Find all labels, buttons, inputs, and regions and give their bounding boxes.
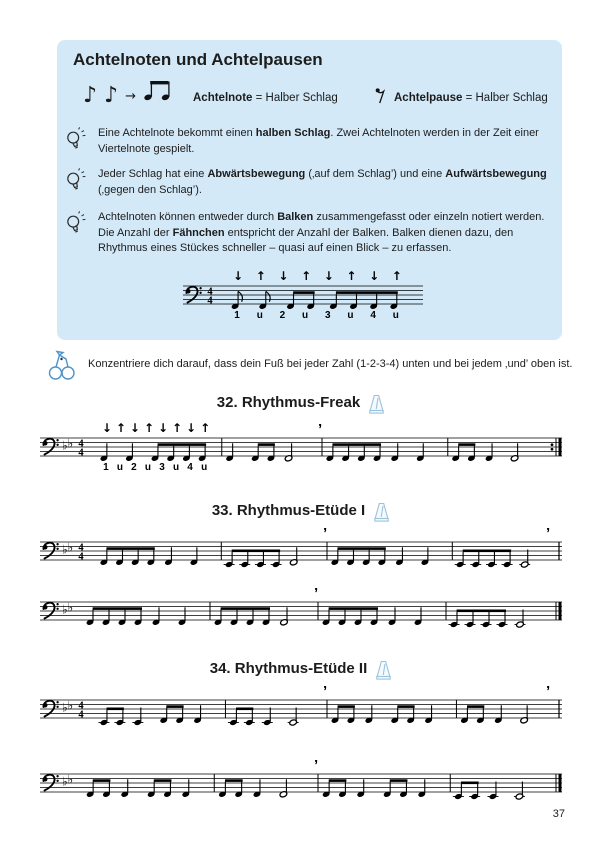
svg-text:’: ’ xyxy=(318,421,323,438)
svg-text:1: 1 xyxy=(234,310,240,321)
svg-text:’: ’ xyxy=(314,588,319,602)
svg-text:4: 4 xyxy=(207,286,213,298)
svg-text:↑: ↑ xyxy=(172,421,183,435)
svg-text:♭: ♭ xyxy=(67,436,74,451)
svg-text:♭: ♭ xyxy=(67,540,74,555)
svg-text:↓: ↓ xyxy=(157,421,169,435)
svg-text:4: 4 xyxy=(78,438,84,450)
exercise-34-title: 34. Rhythmus-Etüde II xyxy=(209,660,368,677)
svg-text:1: 1 xyxy=(103,462,109,473)
svg-text:4: 4 xyxy=(78,709,84,721)
exercise-33-title: 33. Rhythmus-Etüde I xyxy=(211,502,366,519)
eighth-note-icon: ♪ xyxy=(83,83,98,108)
page-title: Achtelnoten und Achtelpausen xyxy=(73,50,323,69)
svg-text:3: 3 xyxy=(324,310,331,321)
staff-exercise-34-line-1 xyxy=(40,686,562,737)
metronome-icon xyxy=(375,660,392,685)
svg-text:u: u xyxy=(256,310,263,321)
achtelpause-eq: = Halber Schlag xyxy=(462,92,548,104)
achtelpause-legend xyxy=(394,92,548,104)
svg-text:4: 4 xyxy=(187,462,193,473)
svg-text:4: 4 xyxy=(78,542,84,554)
svg-text:4: 4 xyxy=(207,295,213,307)
svg-text:4: 4 xyxy=(78,447,84,459)
lightbulb-icon xyxy=(62,126,88,157)
svg-text:u: u xyxy=(116,462,123,473)
svg-text:♭: ♭ xyxy=(67,772,74,787)
svg-text:3: 3 xyxy=(159,462,165,473)
tip-text: Jeder Schlag hat eine Abwärtsbewegung (‚auf dem Schlag’) und eine Aufwärtsbewegung (‚gegen den Schlag’). xyxy=(98,168,547,196)
svg-text:↑: ↑ xyxy=(115,421,126,435)
svg-text:↑: ↑ xyxy=(143,421,155,435)
eighth-rest-icon xyxy=(375,86,386,110)
svg-text:↓: ↓ xyxy=(369,269,380,283)
svg-text:u: u xyxy=(302,310,309,321)
svg-text:’: ’ xyxy=(546,686,551,700)
focus-note xyxy=(46,348,588,387)
svg-text:u: u xyxy=(172,462,180,473)
svg-text:↓: ↓ xyxy=(129,421,140,435)
svg-text:♭: ♭ xyxy=(62,774,68,789)
svg-text:u: u xyxy=(201,462,208,473)
svg-text:4: 4 xyxy=(78,700,84,712)
svg-text:↓: ↓ xyxy=(323,269,334,283)
arrow-right-icon: → xyxy=(125,89,136,104)
lightbulb-icon xyxy=(62,210,88,257)
achtelnote-eq: = Halber Schlag xyxy=(252,92,338,104)
svg-text:↓: ↓ xyxy=(186,421,197,435)
svg-text:’: ’ xyxy=(314,760,319,774)
svg-text:’: ’ xyxy=(546,528,551,542)
svg-text:♭: ♭ xyxy=(62,438,68,453)
svg-text:↓: ↓ xyxy=(233,269,244,283)
achtelnote-legend xyxy=(193,92,338,104)
exercise-33-header xyxy=(40,502,562,527)
svg-text:2: 2 xyxy=(131,462,137,473)
svg-text:↓: ↓ xyxy=(101,421,112,435)
svg-text:↑: ↑ xyxy=(391,269,402,283)
tip-text: Achtelnoten können entweder durch Balken zusammengefasst oder einzeln notiert werden. Die Anzahl der Fähnchen entspricht der Anzahl der Balken. Balken dienen dazu, den Rhythmus eines Stückes schneller – quasi auf einen Blick – zu erfassen. xyxy=(98,211,545,255)
tip-row xyxy=(62,167,556,198)
tip-text: Eine Achtelnote bekommt einen halben Schlag. Zwei Achtelnoten werden in der Zeit einer Viertelnote gespielt. xyxy=(98,127,539,155)
svg-text:♭: ♭ xyxy=(67,600,74,615)
metronome-icon xyxy=(373,502,390,527)
eighth-note-glyphs xyxy=(83,80,171,107)
focus-text: Konzentriere dich darauf, dass dein Fuß bei jeder Zahl (1-2-3-4) unten und bei jedem ‚und’ oben ist. xyxy=(88,358,573,370)
svg-text:u: u xyxy=(392,310,399,321)
staff-exercise-33-line-2 xyxy=(40,588,562,639)
svg-text:4: 4 xyxy=(370,310,376,321)
tip-row xyxy=(62,126,556,157)
svg-text:’: ’ xyxy=(323,528,328,542)
svg-text:♭: ♭ xyxy=(62,542,68,557)
beamed-eighths-icon xyxy=(143,80,171,107)
example-staff xyxy=(183,260,423,335)
achtelnote-term: Achtelnote xyxy=(193,92,253,104)
svg-text:2: 2 xyxy=(279,310,286,321)
svg-text:♭: ♭ xyxy=(62,700,68,715)
page-number: 37 xyxy=(552,808,565,820)
svg-text:↑: ↑ xyxy=(301,269,312,283)
tip-row xyxy=(62,210,556,257)
lightbulb-icon xyxy=(62,167,88,198)
svg-text:↓: ↓ xyxy=(278,269,289,283)
focus-icon xyxy=(46,348,78,387)
svg-text:u: u xyxy=(347,310,354,321)
svg-text:4: 4 xyxy=(78,551,84,563)
intro-box xyxy=(57,40,562,340)
svg-text:↑: ↑ xyxy=(346,269,357,283)
svg-text:↑: ↑ xyxy=(200,421,211,435)
staff-exercise-33-line-1 xyxy=(40,528,562,579)
eighth-note-icon: ♪ xyxy=(104,83,119,108)
svg-text:♭: ♭ xyxy=(67,698,74,713)
svg-text:u: u xyxy=(144,462,152,473)
svg-text:↑: ↑ xyxy=(255,269,266,283)
staff-exercise-34-line-2 xyxy=(40,760,562,811)
svg-text:’: ’ xyxy=(323,686,328,700)
exercise-34-header xyxy=(40,660,562,685)
exercise-32-title: 32. Rhythmus-Freak xyxy=(216,394,361,411)
svg-text:♭: ♭ xyxy=(62,602,68,617)
staff-exercise-32 xyxy=(40,412,562,487)
achtelpause-term: Achtelpause xyxy=(394,92,463,104)
